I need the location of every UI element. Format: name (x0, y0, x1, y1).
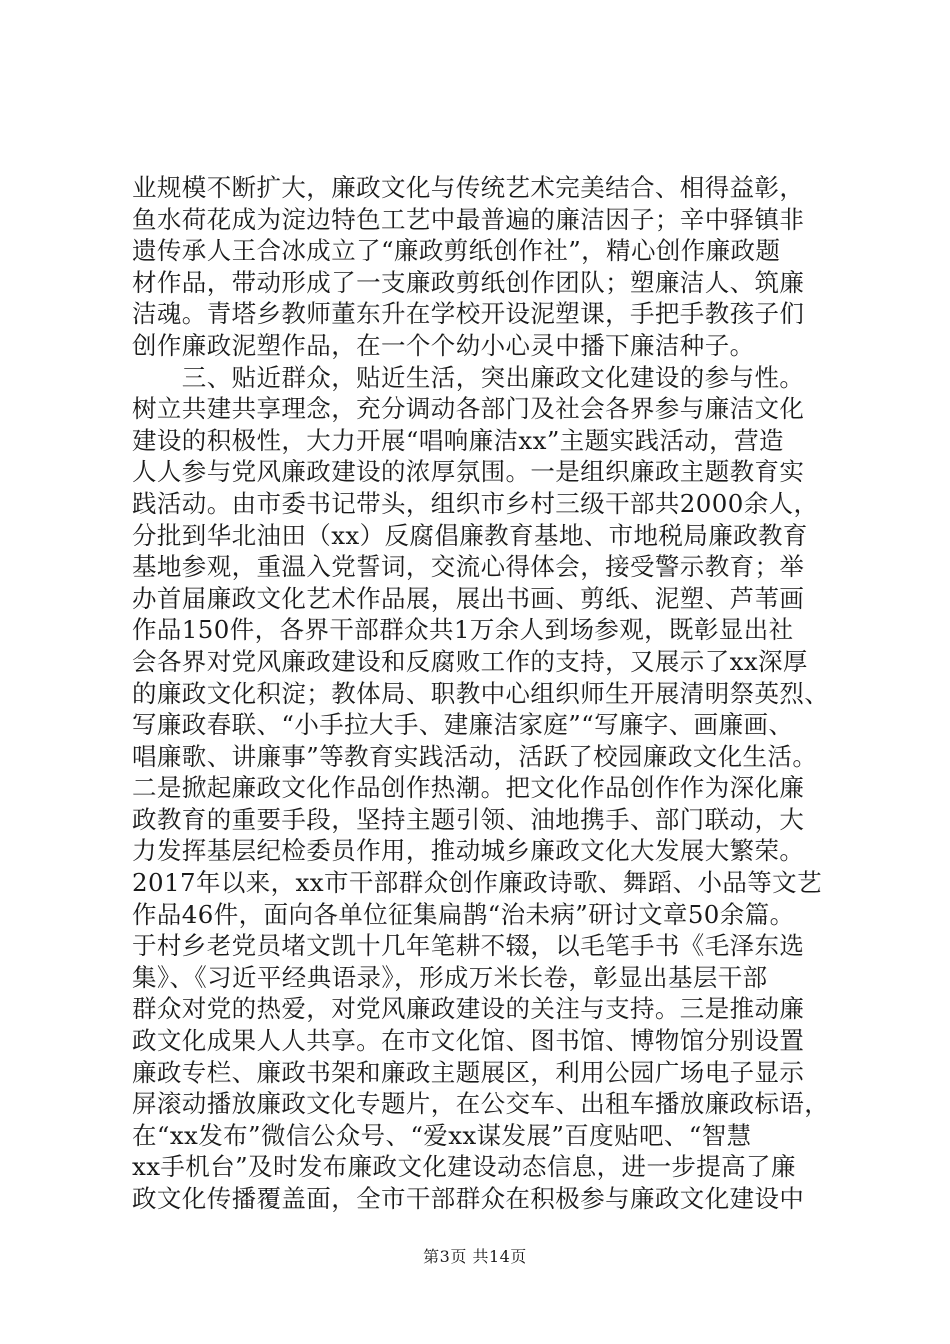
text-line: 践活动。由市委书记带头，组织市乡村三级干部共2000余人， (132, 488, 819, 518)
text-line: 的廉政文化积淀；教体局、职教中心组织师生开展清明祭英烈、 (132, 678, 830, 708)
text-line: 人人参与党风廉政建设的浓厚氛围。一是组织廉政主题教育实 (132, 457, 805, 487)
text-line: 屏滚动播放廉政文化专题片，在公交车、出租车播放廉政标语， (132, 1089, 830, 1119)
text-line: 二是掀起廉政文化作品创作热潮。把文化作品创作作为深化廉 (132, 773, 805, 803)
text-line: 洁魂。青塔乡教师董东升在学校开设泥塑课，手把手教孩子们 (132, 299, 805, 329)
text-line: 2017年以来，xx市干部群众创作廉政诗歌、舞蹈、小品等文艺 (132, 868, 822, 898)
text-line: 政文化成果人人共享。在市文化馆、图书馆、博物馆分别设置 (132, 1026, 805, 1056)
text-line: 办首届廉政文化艺术作品展，展出书画、剪纸、泥塑、芦苇画 (132, 583, 805, 613)
text-line: 建设的积极性，大力开展“唱响廉洁xx”主题实践活动，营造 (132, 425, 784, 455)
text-line: 材作品，带动形成了一支廉政剪纸创作团队；塑廉洁人、筑廉 (132, 267, 805, 297)
text-line: 分批到华北油田（xx）反腐倡廉教育基地、市地税局廉政教育 (132, 520, 808, 550)
section-heading-line: 三、贴近群众，贴近生活，突出廉政文化建设的参与性。 (132, 362, 805, 392)
text-line: 作品46件，面向各单位征集扁鹊“治未病”研讨文章50余篇。 (132, 899, 795, 929)
text-line: 业规模不断扩大，廉政文化与传统艺术完美结合、相得益彰， (132, 173, 805, 202)
text-line: 政教育的重要手段，坚持主题引领、油地携手、部门联动，大 (132, 804, 805, 834)
text-line: 遗传承人王合冰成立了“廉政剪纸创作社”，精心创作廉政题 (132, 236, 781, 266)
text-line: 在“xx发布”微信公众号、“爱xx谋发展”百度贴吧、“智慧 (132, 1120, 752, 1150)
text-line: 会各界对党风廉政建设和反腐败工作的支持，又展示了xx深厚 (132, 646, 808, 676)
text-line: 廉政专栏、廉政书架和廉政主题展区，利用公园广场电子显示 (132, 1057, 805, 1087)
text-line: 基地参观，重温入党誓词，交流心得体会，接受警示教育；举 (132, 552, 805, 582)
text-line: 作品150件，各界干部群众共1万余人到场参观，既彰显出社 (132, 615, 794, 645)
text-line: 唱廉歌、讲廉事”等教育实践活动，活跃了校园廉政文化生活。 (132, 741, 818, 771)
text-line: xx手机台”及时发布廉政文化建设动态信息，进一步提高了廉 (132, 1152, 796, 1182)
text-line: 于村乡老党员堵文凯十几年笔耕不辍，以毛笔手书《毛泽东选 (132, 931, 805, 961)
text-line: 写廉政春联、“小手拉大手、建廉洁家庭”“写廉字、画廉画、 (132, 710, 794, 740)
text-line: 树立共建共享理念，充分调动各部门及社会各界参与廉洁文化 (132, 394, 805, 424)
page-number-footer: 第3页 共14页 (423, 1247, 527, 1266)
text-line: 政文化传播覆盖面，全市干部群众在积极参与廉政文化建设中 (132, 1184, 805, 1213)
text-line: 力发挥基层纪检委员作用，推动城乡廉政文化大发展大繁荣。 (132, 836, 805, 866)
body-text (132, 172, 832, 1215)
text-line: 集》、《习近平经典语录》，形成万米长卷，彰显出基层干部 (132, 962, 768, 992)
text-line: 鱼水荷花成为淀边特色工艺中最普遍的廉洁因子；辛中驿镇非 (132, 204, 805, 234)
text-line: 创作廉政泥塑作品，在一个个幼小心灵中播下廉洁种子。 (132, 330, 755, 360)
text-line: 群众对党的热爱，对党风廉政建设的关注与支持。三是推动廉 (132, 994, 805, 1024)
